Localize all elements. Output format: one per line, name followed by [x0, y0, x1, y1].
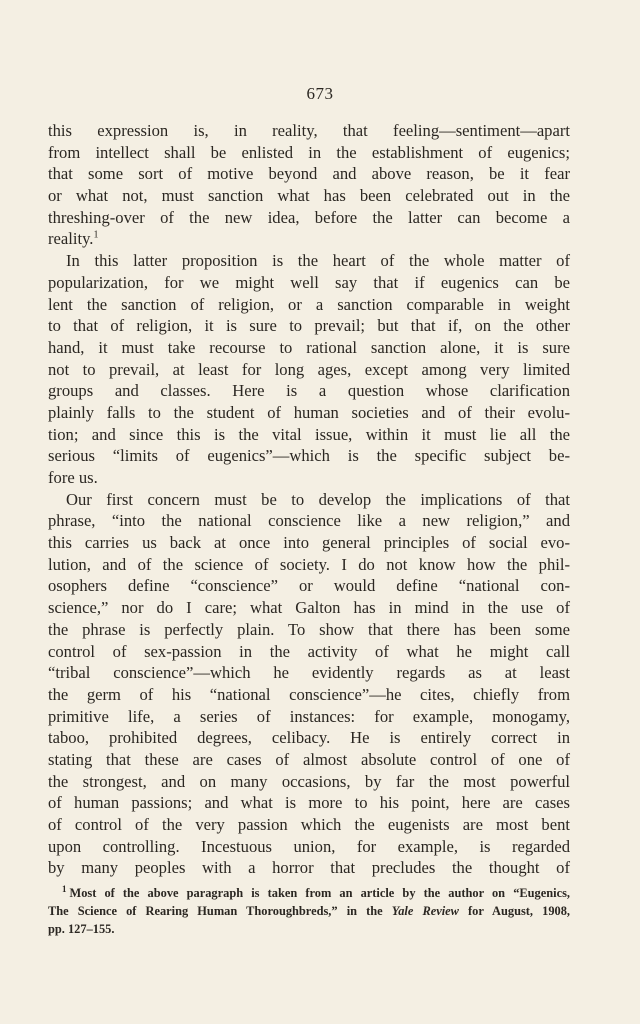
text-line: fore us.	[48, 468, 98, 487]
text-line: of control of the very passion which the eugenists are most bent	[48, 815, 570, 834]
text-line: phrase, “into the national conscience like a new religion,” and	[48, 511, 570, 531]
footnote-text: Most of the above paragraph is taken from an article by the author on “Eugenics,	[69, 886, 570, 900]
footnote-line	[48, 884, 570, 902]
text-line: not to prevail, at least for long ages, except among very limited	[48, 359, 570, 379]
text-line: the germ of his “national conscience”—he cites, chiefly from	[48, 684, 570, 704]
text-line: this expression is, in reality, that feeling—sentiment—apart	[48, 121, 570, 140]
text-line: to that of religion, it is sure to prevail; but that if, on the other	[48, 316, 570, 336]
text-line: stating that these are cases of almost absolute control of one of	[48, 749, 570, 769]
footnote-line	[48, 902, 570, 920]
text-line: by many peoples with a horror that precludes the thought of	[48, 858, 570, 878]
body-text	[48, 120, 570, 879]
footnote-marker: 1	[62, 883, 67, 894]
text-line: taboo, prohibited degrees, celibacy. He is entirely correct in	[48, 728, 570, 748]
text-line: hand, it must take recourse to rational sanction alone, it is sure	[48, 337, 570, 357]
page-number: 673	[306, 84, 334, 103]
text-line: threshing-over of the new idea, before the latter can become a	[48, 207, 570, 227]
text-line: or what not, must sanction what has been celebrated out in the	[48, 186, 570, 206]
text-line: the phrase is perfectly plain. To show that there has been some	[48, 619, 570, 639]
text-line: the strongest, and on many occasions, by far the most powerful	[48, 771, 570, 791]
footnote-text: The Science of Rearing Human Thoroughbreds,” in the	[48, 904, 392, 918]
text-line: plainly falls to the student of human societies and of their evolu-	[48, 402, 570, 422]
text-line: of human passions; and what is more to his point, here are cases	[48, 793, 570, 813]
text-line: primitive life, a series of instances: for example, monogamy,	[48, 706, 570, 726]
text-line: popularization, for we might well say that if eugenics can be	[48, 272, 570, 292]
text-line: from intellect shall be enlisted in the establishment of eugenics;	[48, 142, 570, 162]
text-line: reality.	[48, 229, 94, 249]
text-line: groups and classes. Here is a question whose clarification	[48, 381, 570, 401]
text-line: lent the sanction of religion, or a sanction comparable in weight	[48, 294, 570, 314]
text-line: lution, and of the science of society. I do not know how the phil-	[48, 554, 570, 574]
footnote-text: for August, 1908,	[458, 904, 571, 918]
text-line: serious “limits of eugenics”—which is the specific subject be-	[48, 446, 570, 466]
text-line: tion; and since this is the vital issue, within it must lie all the	[48, 424, 570, 444]
text-line: osophers define “conscience” or would define “national con-	[48, 576, 570, 596]
text-line: science,” nor do I care; what Galton has in mind in the use of	[48, 598, 570, 618]
footnote-line: pp. 127–155.	[48, 922, 115, 936]
text-line: this carries us back at once into general principles of social evo-	[48, 533, 570, 553]
text-line: control of sex-passion in the activity of what he might call	[48, 641, 570, 661]
text-line: “tribal conscience”—which he evidently regards as at least	[48, 663, 570, 683]
footnote	[48, 884, 570, 938]
text-line: that some sort of motive beyond and above reason, be it fear	[48, 164, 570, 184]
text-line: Our first concern must be to develop the implications of that	[66, 489, 570, 509]
journal-title: Yale Review	[391, 904, 459, 918]
footnote-reference: 1	[93, 229, 99, 241]
text-line: In this latter proposition is the heart of the whole matter of	[66, 251, 570, 271]
text-line: upon controlling. Incestuous union, for example, is regarded	[48, 836, 570, 856]
text-line-with-footnote-ref	[48, 228, 570, 250]
